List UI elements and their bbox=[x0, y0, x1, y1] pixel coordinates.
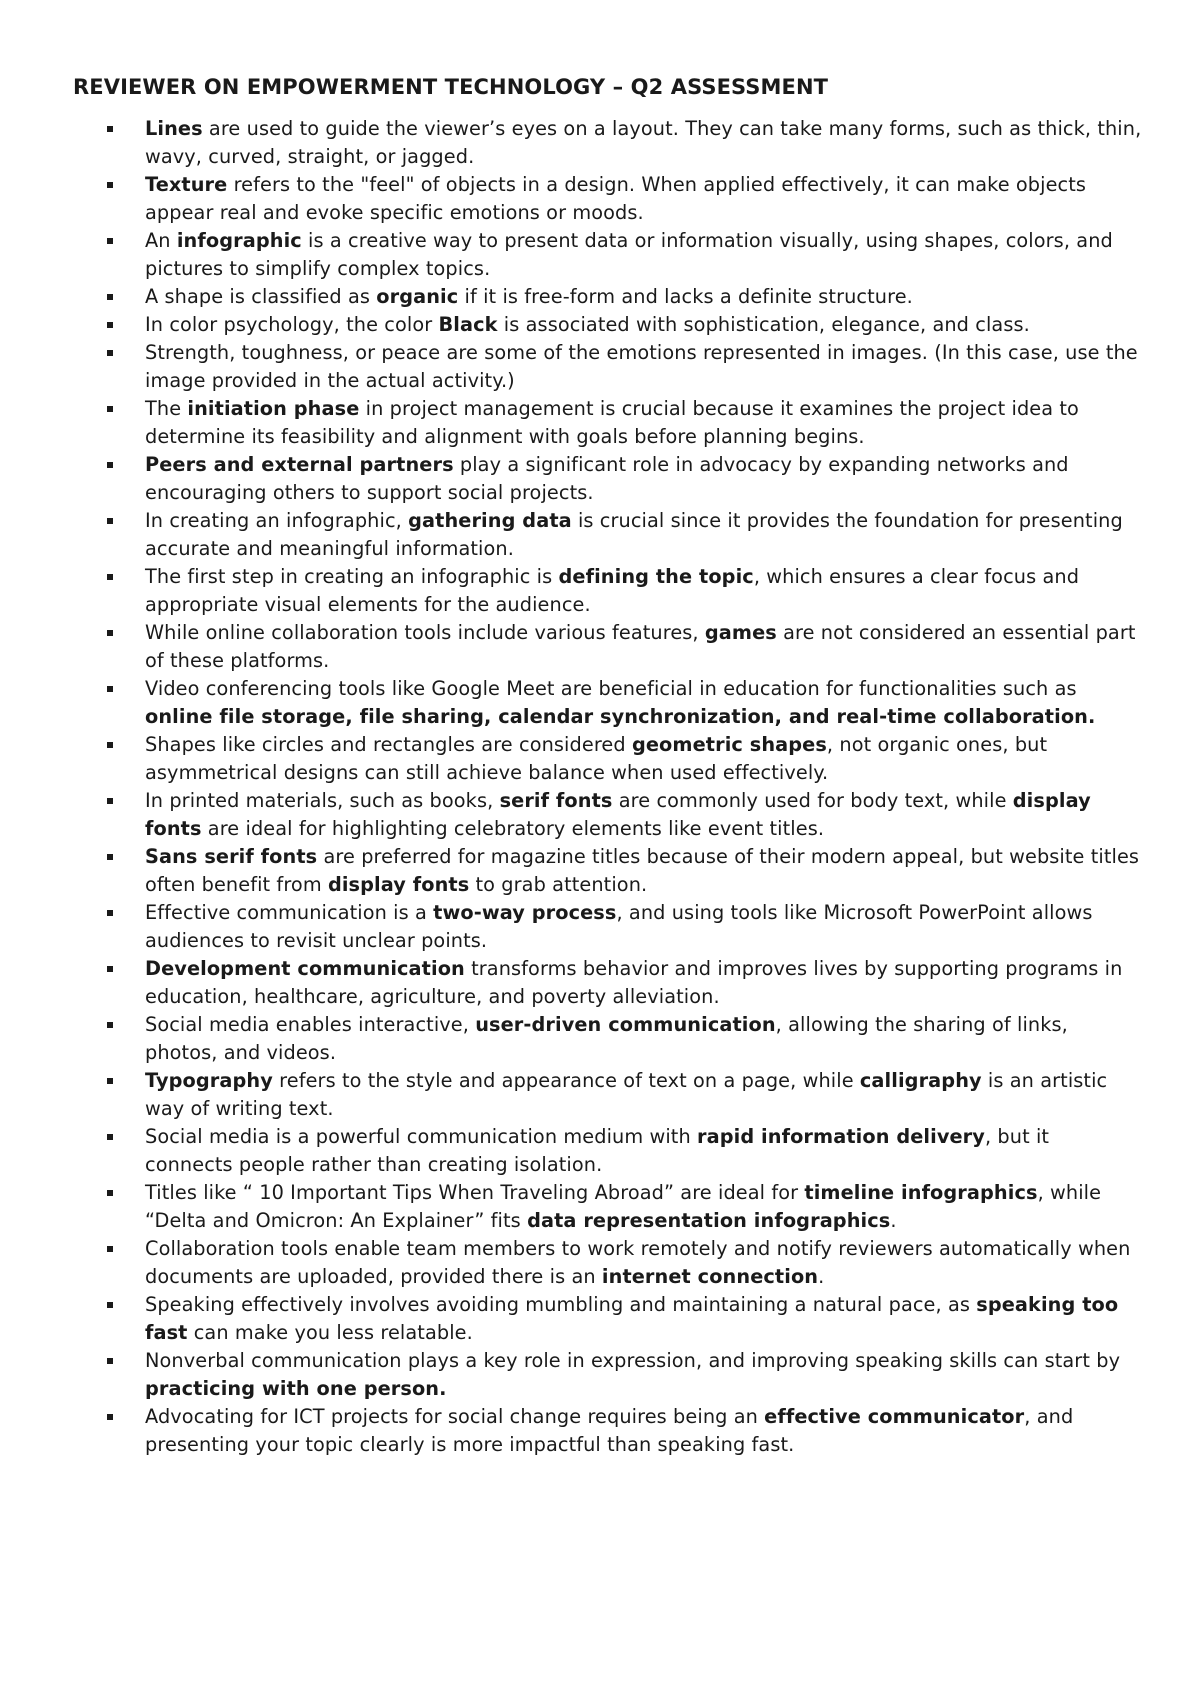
square-bullet-icon bbox=[107, 742, 113, 748]
list-item bbox=[73, 619, 1143, 675]
page-title: REVIEWER ON EMPOWERMENT TECHNOLOGY – Q2 ASSESSMENT bbox=[73, 75, 829, 99]
item-text: Video conferencing tools like Google Meet are beneficial in education for functionalities such as bbox=[145, 677, 1077, 700]
item-text: , not organic ones, but asymmetrical designs can still achieve balance when used effectively. bbox=[145, 733, 1048, 784]
list-item bbox=[73, 339, 1143, 395]
list-item bbox=[73, 899, 1143, 955]
item-text: is a creative way to present data or information visually, using shapes, colors, and pictures to simplify complex topics. bbox=[145, 229, 1113, 280]
list-item bbox=[73, 1179, 1143, 1235]
item-text: Social media is a powerful communication medium with bbox=[145, 1125, 697, 1148]
list-item bbox=[73, 1067, 1143, 1123]
item-text: are commonly used for body text, while bbox=[612, 789, 1013, 812]
list-item bbox=[73, 1347, 1143, 1403]
item-text: In creating an infographic, bbox=[145, 509, 409, 532]
square-bullet-icon bbox=[107, 322, 113, 328]
reviewer-list bbox=[73, 115, 1143, 1459]
square-bullet-icon bbox=[107, 1190, 113, 1196]
item-text: Advocating for ICT projects for social change requires being an bbox=[145, 1405, 765, 1428]
item-text: Nonverbal communication plays a key role in expression, and improving speaking skills can start by bbox=[145, 1349, 1121, 1372]
item-text: is crucial since it provides the foundation for presenting accurate and meaningful information. bbox=[145, 509, 1123, 560]
bold-term: infographic bbox=[176, 229, 302, 252]
item-text: transforms behavior and improves lives by supporting programs in education, healthcare, agriculture, and poverty alleviation. bbox=[145, 957, 1123, 1008]
list-item bbox=[73, 227, 1143, 283]
list-item bbox=[73, 451, 1143, 507]
list-item bbox=[73, 115, 1143, 171]
item-text: Speaking effectively involves avoiding mumbling and maintaining a natural pace, as bbox=[145, 1293, 977, 1316]
square-bullet-icon bbox=[107, 686, 113, 692]
list-item bbox=[73, 1235, 1143, 1291]
square-bullet-icon bbox=[107, 1246, 113, 1252]
item-text: The bbox=[145, 397, 188, 420]
bold-term: Sans serif fonts bbox=[145, 845, 318, 868]
item-text: is an artistic way of writing text. bbox=[145, 1069, 1108, 1120]
bold-term: calligraphy bbox=[859, 1069, 982, 1092]
list-item bbox=[73, 395, 1143, 451]
item-text: In color psychology, the color bbox=[145, 313, 439, 336]
bold-term: display fonts bbox=[145, 789, 1091, 840]
item-text: . bbox=[890, 1209, 897, 1232]
list-item bbox=[73, 507, 1143, 563]
list-item bbox=[73, 731, 1143, 787]
list-item bbox=[73, 843, 1143, 899]
square-bullet-icon bbox=[107, 406, 113, 412]
square-bullet-icon bbox=[107, 1358, 113, 1364]
bold-term: data representation infographics bbox=[527, 1209, 891, 1232]
list-item bbox=[73, 1291, 1143, 1347]
square-bullet-icon bbox=[107, 126, 113, 132]
list-item bbox=[73, 311, 1143, 339]
bold-term: gathering data bbox=[408, 509, 572, 532]
bold-term: initiation phase bbox=[187, 397, 360, 420]
item-text: to grab attention. bbox=[469, 873, 648, 896]
item-text: refers to the "feel" of objects in a design. When applied effectively, it can make objects appear real and evoke specific emotions or moods. bbox=[145, 173, 1087, 224]
square-bullet-icon bbox=[107, 1302, 113, 1308]
bold-term: Typography bbox=[145, 1069, 273, 1092]
bold-term: timeline infographics bbox=[804, 1181, 1038, 1204]
bold-term: user-driven communication bbox=[475, 1013, 776, 1036]
square-bullet-icon bbox=[107, 854, 113, 860]
item-text: Collaboration tools enable team members to work remotely and notify reviewers automatically when documents are uploaded, provided there is an bbox=[145, 1237, 1131, 1288]
item-text: Titles like “ 10 Important Tips When Traveling Abroad” are ideal for bbox=[145, 1181, 805, 1204]
list-item bbox=[73, 675, 1143, 731]
item-text: , but it connects people rather than creating isolation. bbox=[145, 1125, 1050, 1176]
bold-term: defining the topic bbox=[558, 565, 754, 588]
bold-term: geometric shapes bbox=[631, 733, 827, 756]
bold-term: games bbox=[704, 621, 777, 644]
list-item bbox=[73, 1123, 1143, 1179]
bold-term: Development communication bbox=[145, 957, 465, 980]
square-bullet-icon bbox=[107, 182, 113, 188]
list-item bbox=[73, 787, 1143, 843]
square-bullet-icon bbox=[107, 574, 113, 580]
square-bullet-icon bbox=[107, 798, 113, 804]
square-bullet-icon bbox=[107, 1078, 113, 1084]
list-item bbox=[73, 955, 1143, 1011]
square-bullet-icon bbox=[107, 518, 113, 524]
item-text: , which ensures a clear focus and appropriate visual elements for the audience. bbox=[145, 565, 1080, 616]
bold-term: practicing with one person. bbox=[145, 1377, 447, 1400]
square-bullet-icon bbox=[107, 630, 113, 636]
bold-term: effective communicator bbox=[764, 1405, 1025, 1428]
square-bullet-icon bbox=[107, 1134, 113, 1140]
item-text: A shape is classified as bbox=[145, 285, 377, 308]
bold-term: organic bbox=[376, 285, 459, 308]
item-text: are preferred for magazine titles because of their modern appeal, but website titles often benefit from bbox=[145, 845, 1140, 896]
item-text: can make you less relatable. bbox=[187, 1321, 473, 1344]
item-text: An bbox=[145, 229, 177, 252]
item-text: are ideal for highlighting celebratory elements like event titles. bbox=[201, 817, 825, 840]
list-item bbox=[73, 1011, 1143, 1067]
bold-term: Black bbox=[438, 313, 498, 336]
item-text: refers to the style and appearance of text on a page, while bbox=[272, 1069, 860, 1092]
item-text: In printed materials, such as books, bbox=[145, 789, 500, 812]
square-bullet-icon bbox=[107, 350, 113, 356]
item-text: Strength, toughness, or peace are some of the emotions represented in images. (In this case, use the image provided in the actual activity.) bbox=[145, 341, 1138, 392]
square-bullet-icon bbox=[107, 910, 113, 916]
bold-term: two-way process bbox=[433, 901, 617, 924]
square-bullet-icon bbox=[107, 1414, 113, 1420]
item-text: in project management is crucial because it examines the project idea to determine its feasibility and alignment with goals before planning begins. bbox=[145, 397, 1079, 448]
list-item bbox=[73, 1403, 1143, 1459]
item-text: are not considered an essential part of these platforms. bbox=[145, 621, 1136, 672]
item-text: are used to guide the viewer’s eyes on a layout. They can take many forms, such as thick, thin, wavy, curved, straight, or jagged. bbox=[145, 117, 1142, 168]
bold-term: display fonts bbox=[327, 873, 470, 896]
square-bullet-icon bbox=[107, 294, 113, 300]
item-text: is associated with sophistication, elegance, and class. bbox=[497, 313, 1030, 336]
item-text: if it is free-form and lacks a definite structure. bbox=[458, 285, 913, 308]
item-text: , and using tools like Microsoft PowerPoint allows audiences to revisit unclear points. bbox=[145, 901, 1093, 952]
list-item bbox=[73, 171, 1143, 227]
bold-term: online file storage, file sharing, calendar synchronization, and real-time collaboration. bbox=[145, 705, 1096, 728]
list-item bbox=[73, 563, 1143, 619]
item-text: The first step in creating an infographic is bbox=[145, 565, 559, 588]
bold-term: serif fonts bbox=[499, 789, 613, 812]
document-page bbox=[73, 70, 1143, 1459]
bold-term: internet connection bbox=[601, 1265, 819, 1288]
square-bullet-icon bbox=[107, 462, 113, 468]
bold-term: Peers and external partners bbox=[145, 453, 454, 476]
square-bullet-icon bbox=[107, 966, 113, 972]
item-text: , allowing the sharing of links, photos, and videos. bbox=[145, 1013, 1068, 1064]
item-text: Social media enables interactive, bbox=[145, 1013, 476, 1036]
bold-term: Lines bbox=[145, 117, 203, 140]
square-bullet-icon bbox=[107, 238, 113, 244]
item-text: Shapes like circles and rectangles are considered bbox=[145, 733, 632, 756]
bold-term: rapid information delivery bbox=[697, 1125, 985, 1148]
list-item bbox=[73, 283, 1143, 311]
bold-term: Texture bbox=[145, 173, 228, 196]
bold-term: speaking too fast bbox=[145, 1293, 1119, 1344]
item-text: . bbox=[818, 1265, 825, 1288]
item-text: play a significant role in advocacy by expanding networks and encouraging others to support social projects. bbox=[145, 453, 1069, 504]
item-text: , while “Delta and Omicron: An Explainer” fits bbox=[145, 1181, 1102, 1232]
item-text: Effective communication is a bbox=[145, 901, 434, 924]
item-text: , and presenting your topic clearly is more impactful than speaking fast. bbox=[145, 1405, 1074, 1456]
item-text: While online collaboration tools include various features, bbox=[145, 621, 705, 644]
square-bullet-icon bbox=[107, 1022, 113, 1028]
